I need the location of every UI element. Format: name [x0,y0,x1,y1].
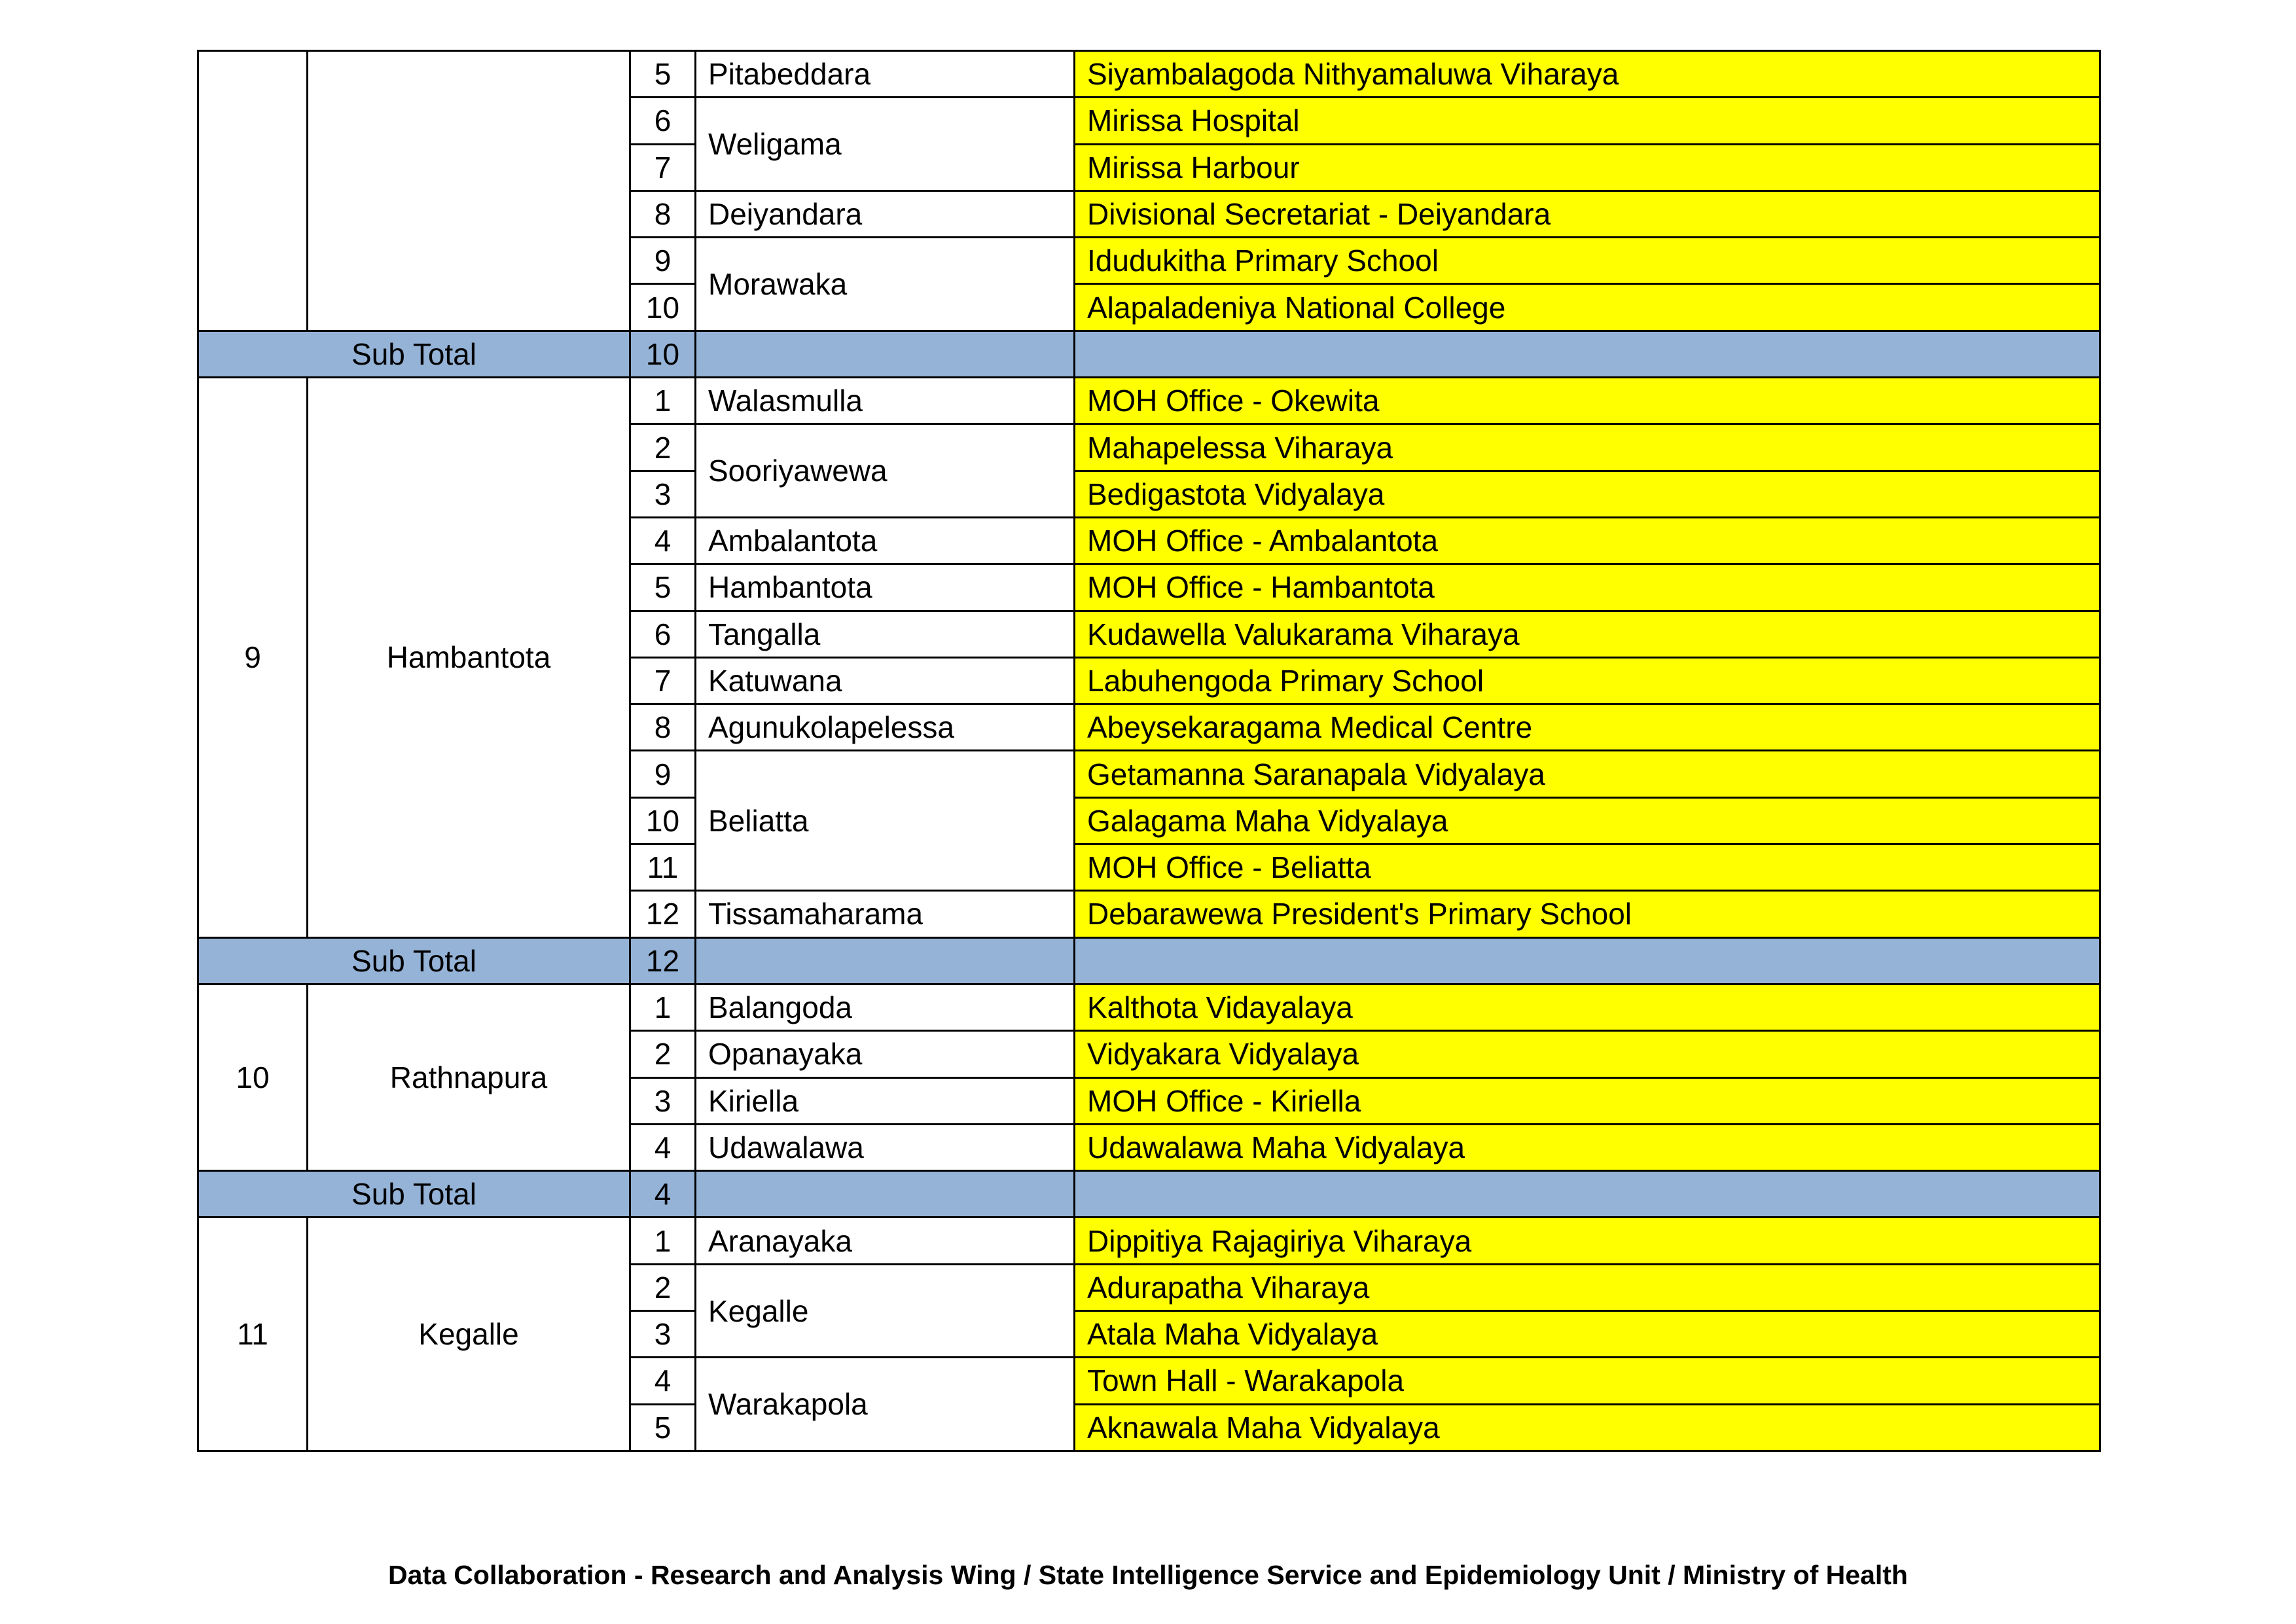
vaccination-location: Adurapatha Viharaya [1075,1264,2100,1310]
row-number: 1 [630,1218,696,1264]
row-number: 6 [630,611,696,657]
subtotal-label: Sub Total [198,331,630,377]
row-number: 3 [630,471,696,517]
district-name: Rathnapura [308,984,630,1170]
moh-area: Sooriyawewa [696,424,1075,518]
row-number: 5 [630,1404,696,1451]
district-number: 10 [198,984,308,1170]
moh-area: Balangoda [696,984,1075,1030]
subtotal-row [198,937,2100,984]
table-row [198,1218,2100,1264]
moh-area: Pitabeddara [696,51,1075,98]
subtotal-row [198,1171,2100,1218]
subtotal-empty [696,331,1075,377]
moh-area: Walasmulla [696,378,1075,424]
row-number: 8 [630,704,696,751]
subtotal-row [198,331,2100,377]
row-number: 1 [630,378,696,424]
vaccination-location: Galagama Maha Vidyalaya [1075,797,2100,844]
row-number: 10 [630,284,696,331]
row-number: 2 [630,1264,696,1310]
row-number: 4 [630,1358,696,1404]
district-name [308,51,630,331]
table-row [198,378,2100,424]
district-number: 11 [198,1218,308,1451]
vaccination-centre-table [197,50,2101,1452]
vaccination-location: Divisional Secretariat - Deiyandara [1075,190,2100,237]
subtotal-empty [1075,937,2100,984]
row-number: 6 [630,98,696,144]
row-number: 4 [630,517,696,564]
subtotal-empty [1075,331,2100,377]
vaccination-location: MOH Office - Beliatta [1075,844,2100,891]
row-number: 4 [630,1124,696,1170]
vaccination-location: Vidyakara Vidyalaya [1075,1031,2100,1077]
subtotal-label: Sub Total [198,937,630,984]
subtotal-value: 10 [630,331,696,377]
moh-area: Katuwana [696,657,1075,704]
subtotal-label: Sub Total [198,1171,630,1218]
moh-area: Morawaka [696,238,1075,331]
moh-area: Beliatta [696,751,1075,891]
vaccination-location: Atala Maha Vidyalaya [1075,1311,2100,1358]
moh-area: Agunukolapelessa [696,704,1075,751]
moh-area: Aranayaka [696,1218,1075,1264]
vaccination-location: Town Hall - Warakapola [1075,1358,2100,1404]
moh-area: Ambalantota [696,517,1075,564]
district-number: 9 [198,378,308,938]
vaccination-location: Bedigastota Vidyalaya [1075,471,2100,517]
row-number: 5 [630,564,696,611]
moh-area: Tangalla [696,611,1075,657]
vaccination-location: Getamanna Saranapala Vidyalaya [1075,751,2100,797]
vaccination-location: Debarawewa President's Primary School [1075,891,2100,937]
moh-area: Warakapola [696,1358,1075,1451]
vaccination-location: Dippitiya Rajagiriya Viharaya [1075,1218,2100,1264]
vaccination-location: Aknawala Maha Vidyalaya [1075,1404,2100,1451]
vaccination-location: MOH Office - Hambantota [1075,564,2100,611]
row-number: 1 [630,984,696,1030]
row-number: 11 [630,844,696,891]
vaccination-location: Mirissa Harbour [1075,144,2100,190]
row-number: 2 [630,1031,696,1077]
row-number: 5 [630,51,696,98]
vaccination-location: Kudawella Valukarama Viharaya [1075,611,2100,657]
moh-area: Kegalle [696,1264,1075,1358]
vaccination-location: MOH Office - Kiriella [1075,1077,2100,1124]
district-number [198,51,308,331]
vaccination-location: Labuhengoda Primary School [1075,657,2100,704]
vaccination-location: MOH Office - Ambalantota [1075,517,2100,564]
vaccination-location: Mirissa Hospital [1075,98,2100,144]
table-row [198,51,2100,98]
vaccination-location: Siyambalagoda Nithyamaluwa Viharaya [1075,51,2100,98]
moh-area: Udawalawa [696,1124,1075,1170]
subtotal-empty [1075,1171,2100,1218]
row-number: 7 [630,144,696,190]
vaccination-location: Abeysekaragama Medical Centre [1075,704,2100,751]
row-number: 9 [630,238,696,284]
vaccination-location: Kalthota Vidayalaya [1075,984,2100,1030]
table-body [198,51,2100,1451]
moh-area: Tissamaharama [696,891,1075,937]
district-name: Hambantota [308,378,630,938]
subtotal-empty [696,1171,1075,1218]
district-name: Kegalle [308,1218,630,1451]
subtotal-value: 12 [630,937,696,984]
vaccination-location: Udawalawa Maha Vidyalaya [1075,1124,2100,1170]
moh-area: Deiyandara [696,190,1075,237]
row-number: 3 [630,1077,696,1124]
moh-area: Opanayaka [696,1031,1075,1077]
moh-area: Kiriella [696,1077,1075,1124]
row-number: 7 [630,657,696,704]
moh-area: Hambantota [696,564,1075,611]
subtotal-value: 4 [630,1171,696,1218]
vaccination-location: Alapaladeniya National College [1075,284,2100,331]
row-number: 3 [630,1311,696,1358]
vaccination-location: Idudukitha Primary School [1075,238,2100,284]
row-number: 12 [630,891,696,937]
footer-credit: Data Collaboration - Research and Analysis Wing / State Intelligence Service and Epidemiology Unit / Ministry of Health [388,1560,1908,1590]
row-number: 9 [630,751,696,797]
moh-area: Weligama [696,98,1075,191]
row-number: 10 [630,797,696,844]
vaccination-location: MOH Office - Okewita [1075,378,2100,424]
row-number: 8 [630,190,696,237]
row-number: 2 [630,424,696,471]
subtotal-empty [696,937,1075,984]
table-row [198,984,2100,1030]
vaccination-location: Mahapelessa Viharaya [1075,424,2100,471]
